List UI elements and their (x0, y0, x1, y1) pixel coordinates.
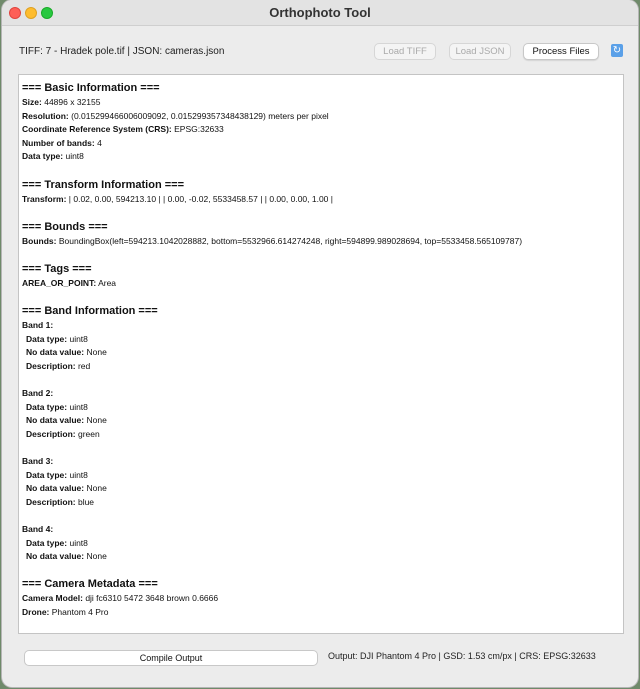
info-line-drone: Drone: Phantom 4 Pro (22, 607, 109, 617)
band-description: Description: green (26, 428, 100, 439)
window-title: Orthophoto Tool (269, 5, 371, 20)
info-line-crs: Coordinate Reference System (CRS): EPSG:32633 (22, 124, 224, 135)
section-heading-bands: === Band Information === (22, 305, 158, 318)
process-files-button[interactable]: Process Files (523, 43, 599, 60)
info-line-data-type: Data type: uint8 (22, 151, 84, 162)
section-heading-basic: === Basic Information === (22, 82, 160, 94)
band-nodata: No data value: None (26, 347, 107, 358)
info-line-bands-count: Number of bands: 4 (22, 137, 102, 148)
band-nodata: No data value: None (26, 483, 107, 494)
section-heading-bounds: === Bounds === (22, 220, 108, 233)
band-data-type: Data type: uint8 (26, 333, 88, 344)
title-bar (2, 0, 638, 26)
band-title: Band 4: (22, 524, 54, 535)
band-title: Band 1: (22, 320, 54, 331)
load-tiff-button[interactable]: Load TIFF (374, 43, 436, 60)
section-heading-camera: === Camera Metadata === (22, 578, 158, 591)
refresh-icon[interactable]: ↻ (612, 44, 622, 56)
section-heading-transform: === Transform Information === (22, 178, 184, 191)
compile-output-button[interactable]: Compile Output (24, 650, 318, 666)
band-data-type: Data type: uint8 (26, 401, 88, 412)
file-status-label: TIFF: 7 - Hradek pole.tif | JSON: cameras.json (19, 46, 225, 57)
info-line-bounds: Bounds: BoundingBox(left=594213.1042028882, bottom=5532966.614274248, right=594899.989028694, top=5533458.565109787) (22, 235, 523, 246)
section-heading-tags: === Tags === (22, 262, 92, 275)
info-line-camera-model: Camera Model: dji fc6310 5472 3648 brown 0.6666 (22, 593, 219, 604)
band-description: Description: red (26, 360, 91, 371)
info-line-transform: Transform: | 0.02, 0.00, 594213.10 | | 0.00, -0.02, 5533458.57 | | 0.00, 0.00, 1.00 | (22, 193, 333, 204)
band-title: Band 3: (22, 456, 54, 467)
band-nodata: No data value: None (26, 415, 107, 426)
app-window (2, 0, 638, 687)
band-title: Band 2: (22, 388, 54, 399)
band-description: Description: blue (26, 496, 95, 507)
output-summary-label: Output: DJI Phantom 4 Pro | GSD: 1.53 cm/px | CRS: EPSG:32633 (328, 651, 596, 661)
band-nodata: No data value: None (26, 551, 107, 562)
info-line-size: Size: 44896 x 32155 (22, 97, 101, 107)
band-data-type: Data type: uint8 (26, 537, 88, 548)
load-json-button[interactable]: Load JSON (449, 43, 511, 60)
info-text-area[interactable] (18, 74, 624, 634)
band-data-type: Data type: uint8 (26, 469, 88, 480)
info-line-area-or-point: AREA_OR_POINT: Area (22, 277, 117, 288)
info-line-resolution: Resolution: (0.015299466006009092, 0.015299357348438129) meters per pixel (22, 110, 329, 121)
